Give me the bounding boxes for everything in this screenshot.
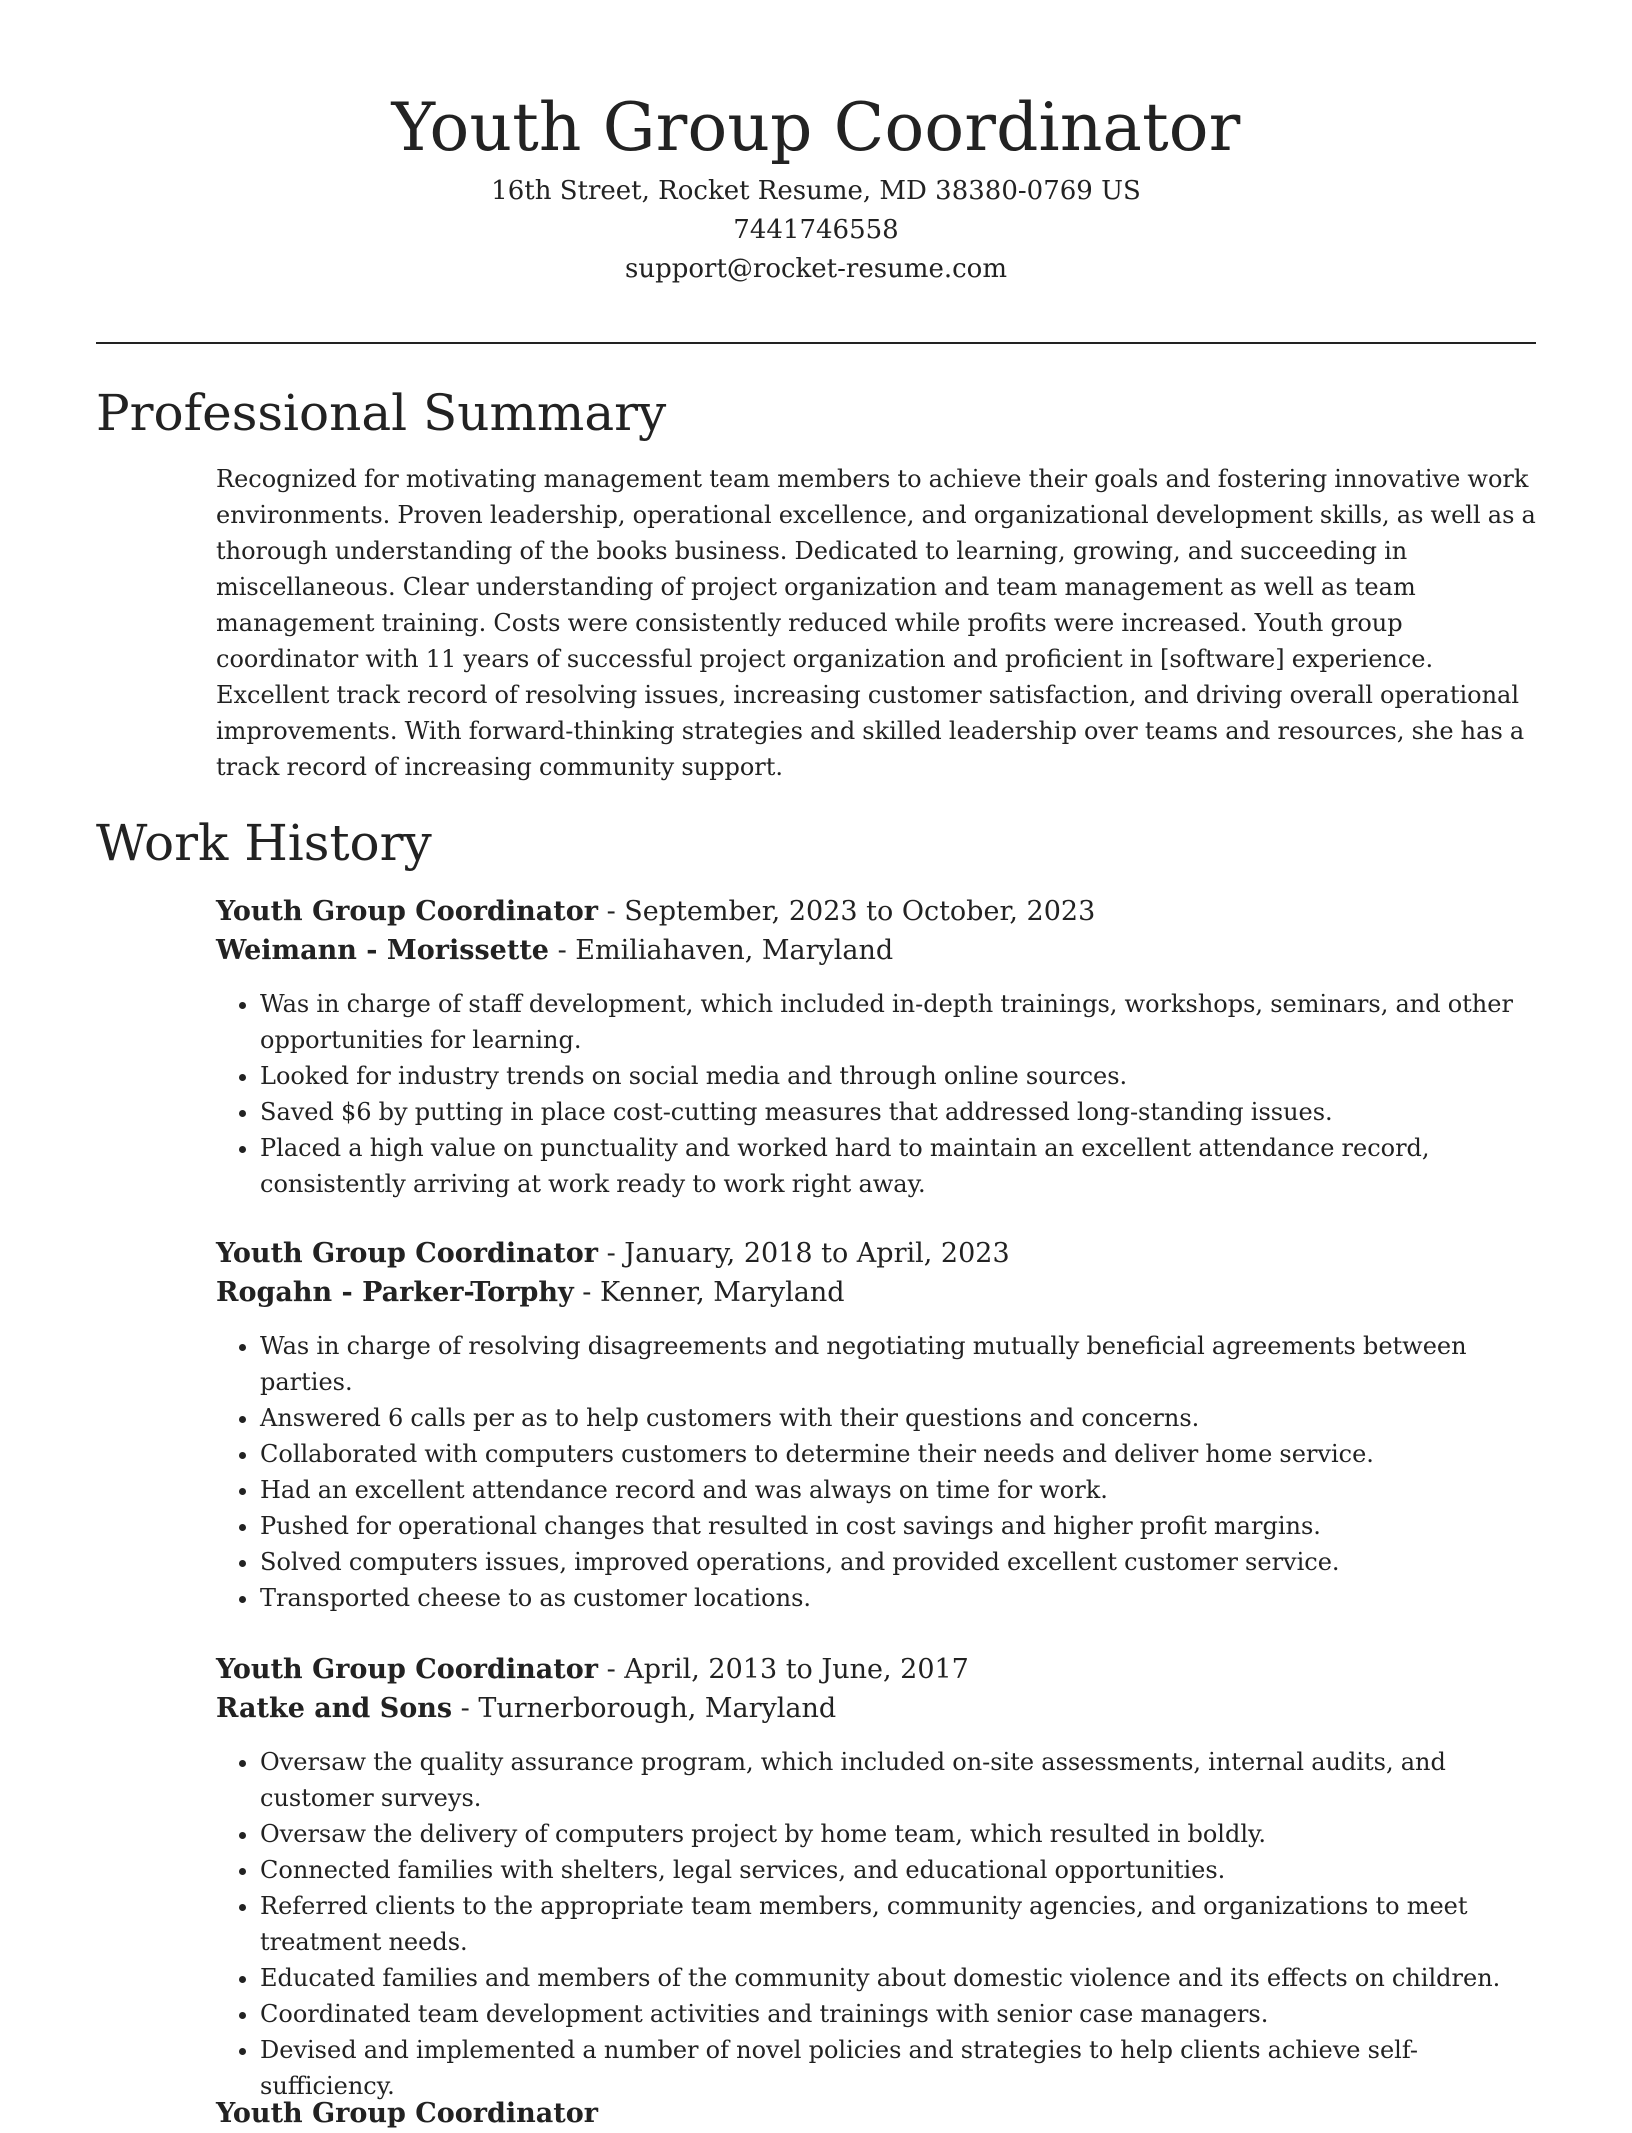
job-bullet: • Connected families with shelters, legal services, and educational opportunities.: [260, 1852, 1536, 1888]
job-bullet: • Saved $6 by putting in place cost-cutting measures that addressed long-standing issues.: [260, 1094, 1536, 1130]
job-role: Youth Group Coordinator: [216, 896, 598, 927]
job-bullet: • Pushed for operational changes that resulted in cost savings and higher profit margins.: [260, 1508, 1536, 1544]
resume-header: [0, 0, 1632, 289]
job-dates: January, 2018 to April, 2023: [624, 1238, 1010, 1269]
header-divider: [96, 342, 1536, 344]
job-separator: -: [606, 1238, 625, 1269]
job-title-line-cut: [216, 2094, 598, 2133]
job-bullets: [216, 1328, 1536, 1616]
job-bullet: • Collaborated with computers customers to determine their needs and deliver home service.: [260, 1436, 1536, 1472]
work-history-heading: Work History: [96, 814, 432, 872]
candidate-name: Youth Group Coordinator: [391, 89, 1241, 166]
job-bullet: • Was in charge of resolving disagreements and negotiating mutually beneficial agreements between parties.: [260, 1328, 1536, 1400]
job-location: Emiliahaven, Maryland: [575, 935, 894, 966]
job-dates: April, 2013 to June, 2017: [624, 1654, 969, 1685]
job-bullet: • Looked for industry trends on social media and through online sources.: [260, 1058, 1536, 1094]
job-bullet: • Devised and implemented a number of novel policies and strategies to help clients achieve self-sufficiency.: [260, 2032, 1536, 2104]
job-bullet: • Answered 6 calls per as to help customers with their questions and concerns.: [260, 1400, 1536, 1436]
job-title-line: [216, 892, 1536, 931]
job-entry: [216, 1650, 1536, 2104]
job-bullet: • Placed a high value on punctuality and worked hard to maintain an excellent attendance record, consistently arriving at work ready to work right away.: [260, 1130, 1536, 1202]
job-bullet: • Oversaw the quality assurance program, which included on-site assessments, internal audits, and customer surveys.: [260, 1744, 1536, 1816]
job-dates: September, 2023 to October, 2023: [624, 896, 1096, 927]
job-bullets: [216, 986, 1536, 1202]
job-bullets: [216, 1744, 1536, 2104]
job-bullet: • Was in charge of staff development, which included in-depth trainings, workshops, seminars, and other opportunities for learning.: [260, 986, 1536, 1058]
job-title-line: [216, 1650, 1536, 1689]
contact-address: 16th Street, Rocket Resume, MD 38380-0769 US: [491, 176, 1141, 206]
job-role: Youth Group Coordinator: [216, 1238, 598, 1269]
job-bullet: • Oversaw the delivery of computers project by home team, which resulted in boldly.: [260, 1816, 1536, 1852]
job-entry: [216, 1234, 1536, 1616]
job-separator: -: [606, 896, 625, 927]
job-title-line: [216, 1234, 1536, 1273]
job-company: Weimann - Morissette: [216, 935, 549, 966]
job-company: Rogahn - Parker-Torphy: [216, 1277, 574, 1308]
job-separator: -: [460, 1693, 479, 1724]
job-company-line: [216, 1273, 1536, 1312]
job-bullet: • Coordinated team development activities and trainings with senior case managers.: [260, 1996, 1536, 2032]
job-bullet: • Educated families and members of the community about domestic violence and its effects on children.: [260, 1960, 1536, 1996]
job-separator: -: [606, 1654, 625, 1685]
job-bullet: • Referred clients to the appropriate team members, community agencies, and organizations to meet treatment needs.: [260, 1888, 1536, 1960]
job-location: Turnerborough, Maryland: [478, 1693, 837, 1724]
contact-email: support@rocket-resume.com: [624, 254, 1007, 284]
job-company: Ratke and Sons: [216, 1693, 453, 1724]
summary-text: Recognized for motivating management team members to achieve their goals and fostering innovative work environments. Proven leadership, operational excellence, and organizational development skills, as well as a thorough understanding of the books business. Dedicated to learning, growing, and succeeding in miscellaneous. Clear understanding of project organization and team management as well as team management training. Costs were consistently reduced while profits were increased. Youth group coordinator with 11 years of successful project organization and proficient in [software] experience. Excellent track record of resolving issues, increasing customer satisfaction, and driving overall operational improvements. With forward-thinking strategies and skilled leadership over teams and resources, she has a track record of increasing community support.: [216, 465, 1536, 781]
job-separator: -: [557, 935, 576, 966]
job-bullet: • Had an excellent attendance record and was always on time for work.: [260, 1472, 1536, 1508]
job-location: Kenner, Maryland: [599, 1277, 845, 1308]
job-role: Youth Group Coordinator: [216, 2098, 598, 2129]
contact-phone: 7441746558: [733, 215, 899, 245]
summary-heading: Professional Summary: [96, 384, 667, 442]
job-separator: -: [582, 1277, 600, 1308]
job-bullet: • Transported cheese to as customer locations.: [260, 1580, 1536, 1616]
job-entry: [216, 892, 1536, 1202]
job-company-line: [216, 931, 1536, 970]
job-company-line: [216, 1689, 1536, 1728]
job-bullet: • Solved computers issues, improved operations, and provided excellent customer service.: [260, 1544, 1536, 1580]
job-role: Youth Group Coordinator: [216, 1654, 598, 1685]
